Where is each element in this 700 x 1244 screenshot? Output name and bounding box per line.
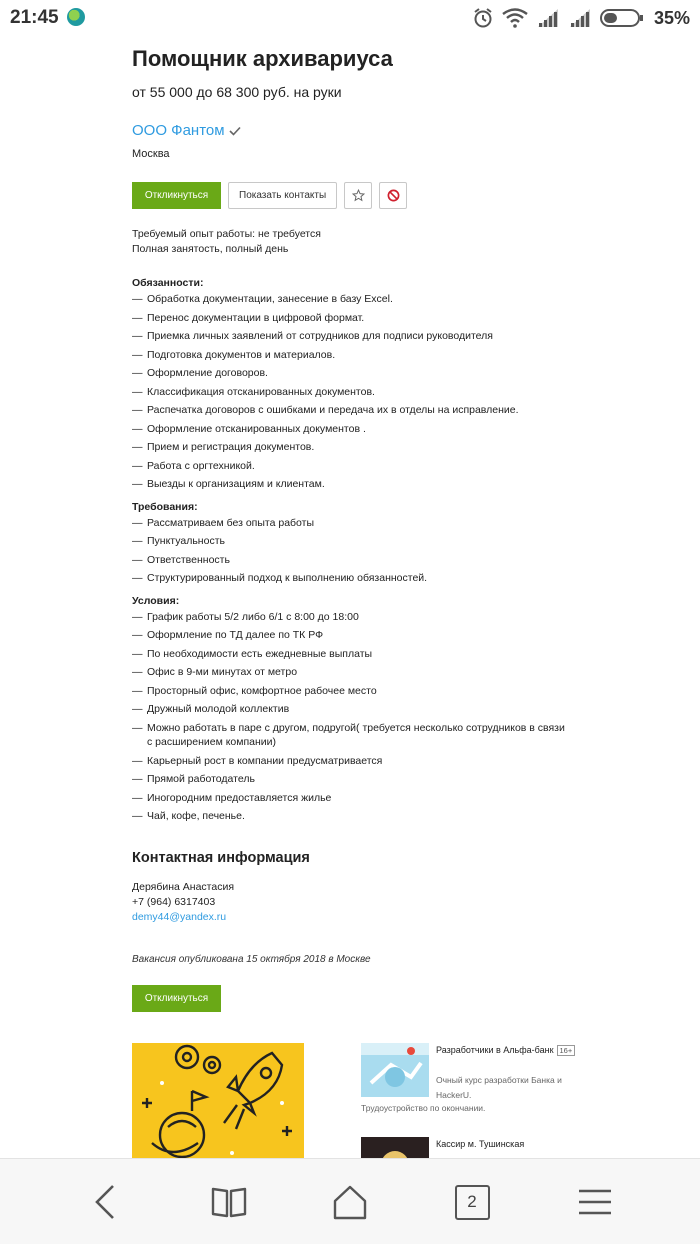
favorite-button[interactable]	[344, 182, 372, 209]
contact-heading: Контактная информация	[132, 849, 310, 866]
company-row	[132, 122, 572, 139]
list-item: — Рассматриваем без опыта работы	[132, 516, 572, 531]
list-item: — Перенос документации в цифровой формат.	[132, 311, 572, 326]
show-contacts-button[interactable]: Показать контакты	[228, 182, 337, 209]
list-item: — Оформление по ТД далее по ТК РФ	[132, 628, 572, 643]
list-item: — Иногородним предоставляется жилье	[132, 791, 572, 806]
requirements-list	[132, 516, 572, 586]
battery-icon	[600, 8, 644, 28]
ad-title[interactable]: Кассир м. Тушинская	[436, 1139, 525, 1149]
responsibilities-list	[132, 292, 572, 492]
list-item: — Приемка личных заявлений от сотрудников для подписи руководителя	[132, 329, 572, 344]
status-icons	[472, 7, 690, 29]
vacancy-meta	[132, 227, 572, 257]
wifi-icon	[502, 8, 528, 28]
list-item: — Распечатка договоров с ошибками и передача их в отделы на исправление.	[132, 403, 572, 418]
list-item: — Офис в 9-ми минутах от метро	[132, 665, 572, 680]
alarm-icon	[472, 7, 494, 29]
conditions-title: Условия:	[132, 594, 180, 607]
list-item: — По необходимости есть ежедневные выплаты	[132, 647, 572, 662]
bookmarks-button[interactable]	[204, 1177, 254, 1227]
status-bar	[0, 0, 700, 36]
home-button[interactable]	[325, 1177, 375, 1227]
published-date: Вакансия опубликована 15 октября 2018 в Москве	[132, 953, 371, 965]
book-icon	[211, 1186, 247, 1218]
list-item: — Карьерный рост в компании предусматривается	[132, 754, 572, 769]
list-item: — Выезды к организациям и клиентам.	[132, 477, 572, 492]
ad-description-more: Трудоустройство по окончании.	[361, 1103, 486, 1113]
company-link[interactable]: ООО Фантом	[132, 122, 225, 139]
contact-name: Дерябина Анастасия	[132, 880, 235, 893]
ad-item-alfa[interactable]	[361, 1043, 571, 1123]
promo-illustration[interactable]	[132, 1043, 304, 1163]
vacancy-actions	[132, 182, 572, 209]
list-item: — Просторный офис, комфортное рабочее место	[132, 684, 572, 699]
conditions-list	[132, 610, 572, 824]
list-item: — Оформление договоров.	[132, 366, 572, 381]
battery-percent: 35%	[653, 7, 690, 28]
block-icon	[387, 189, 400, 202]
contact-phone[interactable]: +7 (964) 6317403	[132, 895, 216, 908]
vacancy-title: Помощник архивариуса	[132, 46, 393, 71]
back-button[interactable]	[81, 1177, 131, 1227]
hide-vacancy-button[interactable]	[379, 182, 407, 209]
list-item: — График работы 5/2 либо 6/1 с 8:00 до 18:00	[132, 610, 572, 625]
list-item: — Чай, кофе, печенье.	[132, 809, 572, 824]
list-item: — Прием и регистрация документов.	[132, 440, 572, 455]
ad-item-cashier[interactable]	[361, 1137, 571, 1159]
contact-email-link[interactable]: demy44@yandex.ru	[132, 910, 227, 923]
list-item: — Работа с оргтехникой.	[132, 459, 572, 474]
signal-icon-2	[568, 8, 592, 28]
alfa-bank-thumbnail	[361, 1043, 429, 1097]
responsibilities-title: Обязанности:	[132, 277, 204, 289]
menu-button[interactable]	[570, 1177, 620, 1227]
vacancy-content	[132, 44, 572, 1012]
cashier-thumbnail	[361, 1137, 429, 1159]
age-rating: 16+	[557, 1045, 576, 1056]
list-item: — Можно работать в паре с другом, подругой( требуется несколько сотрудников в связи с расширением компании)	[132, 721, 572, 750]
respond-button-bottom[interactable]: Откликнуться	[132, 985, 221, 1012]
chevron-left-icon	[93, 1184, 119, 1220]
vacancy-city: Москва	[132, 148, 170, 160]
list-item: — Подготовка документов и материалов.	[132, 348, 572, 363]
hamburger-menu-icon	[578, 1188, 612, 1216]
list-item: — Структурированный подход к выполнению обязанностей.	[132, 571, 572, 586]
verified-check-icon	[229, 126, 241, 136]
tab-count: 2	[455, 1185, 490, 1220]
ad-title[interactable]	[436, 1043, 576, 1058]
tabs-button[interactable]	[447, 1177, 497, 1227]
browser-bottom-bar	[0, 1158, 700, 1244]
vacancy-salary: от 55 000 до 68 300 руб. на руки	[132, 84, 342, 100]
requirements-section	[132, 501, 572, 586]
list-item: — Обработка документации, занесение в базу Excel.	[132, 292, 572, 307]
ad-description: Очный курс разработки Банка и HackerU.	[436, 1075, 562, 1100]
home-icon	[332, 1184, 368, 1220]
experience-text: Требуемый опыт работы: не требуется	[132, 228, 321, 240]
responsibilities-section	[132, 277, 572, 492]
list-item: — Дружный молодой коллектив	[132, 702, 572, 717]
contact-block	[132, 880, 572, 925]
signal-icon-1	[536, 8, 560, 28]
list-item: — Оформление отсканированных документов .	[132, 422, 572, 437]
list-item: — Классификация отсканированных документов.	[132, 385, 572, 400]
rocket-illustration	[132, 1043, 304, 1163]
respond-button[interactable]: Откликнуться	[132, 182, 221, 209]
list-item: — Прямой работодатель	[132, 772, 572, 787]
conditions-section	[132, 595, 572, 824]
status-time: 21:45	[10, 7, 59, 28]
app-notification-icon	[67, 8, 85, 26]
requirements-title: Требования:	[132, 500, 198, 513]
star-icon	[352, 189, 365, 202]
ad-title-text[interactable]: Разработчики в Альфа-банк	[436, 1045, 554, 1055]
list-item: — Пунктуальность	[132, 534, 572, 549]
employment-text: Полная занятость, полный день	[132, 243, 289, 255]
list-item: — Ответственность	[132, 553, 572, 568]
